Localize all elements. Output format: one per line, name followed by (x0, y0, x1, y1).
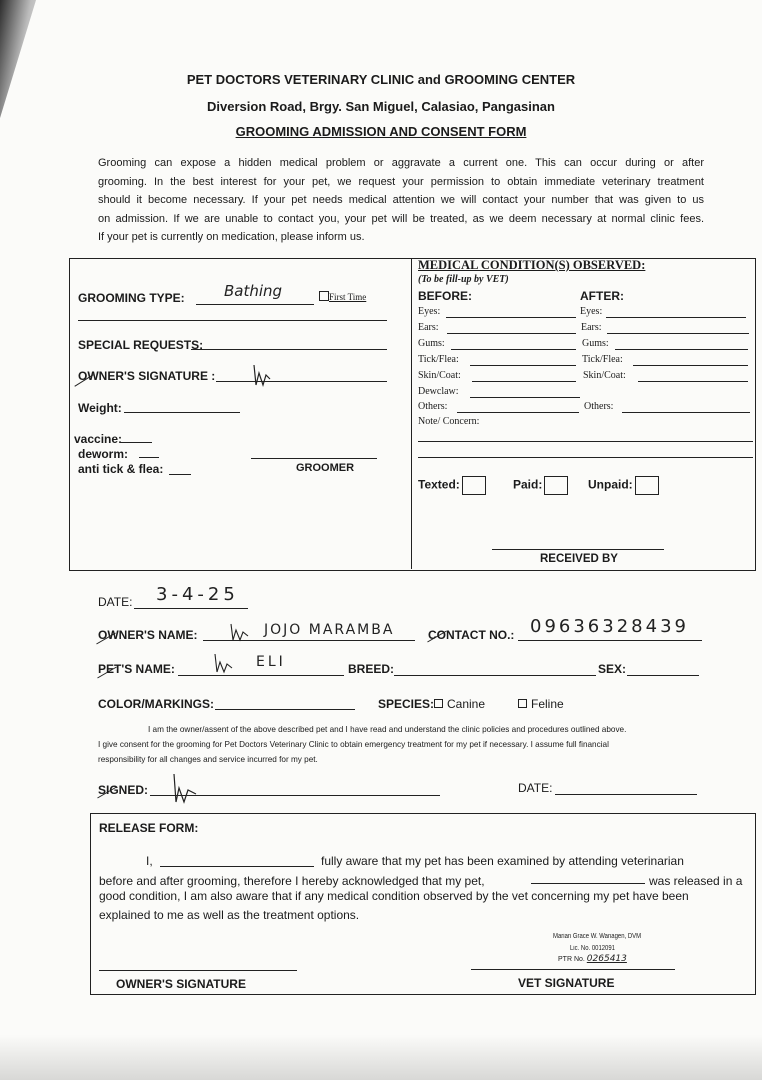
before-dewclaw-label: Dewclaw: (418, 386, 459, 397)
groomer-signature-field[interactable] (251, 458, 377, 459)
release-title: RELEASE FORM: (99, 821, 199, 835)
after-ears-label: Ears: (581, 322, 602, 333)
release-form-box (90, 813, 756, 995)
release-owner-signature-label: OWNER'S SIGNATURE (116, 977, 246, 991)
breed-label: BREED: (348, 662, 395, 676)
signed-signature-mark (170, 772, 202, 806)
note-concern-field-2[interactable] (418, 457, 753, 458)
signed-date-label: DATE: (518, 781, 553, 795)
note-concern-field-1[interactable] (418, 441, 753, 442)
after-gums-label: Gums: (582, 338, 609, 349)
box-divider (411, 258, 412, 569)
consent-line: I am the owner/assent of the above described pet and I have read and understand the clinic policies and procedures outlined above. (148, 725, 627, 734)
intro-line: grooming. In the best interest for your pet, we request your permission to obtain immediate veterinary treatment (98, 175, 704, 188)
grooming-type-label: GROOMING TYPE: (78, 291, 185, 305)
unpaid-label: Unpaid: (588, 477, 633, 492)
release-owner-name-field[interactable] (160, 866, 314, 867)
before-label: BEFORE: (418, 289, 472, 303)
owner-signature-field[interactable] (216, 381, 387, 382)
weight-label: Weight: (78, 401, 122, 415)
before-others-label: Others: (418, 401, 448, 412)
form-title: GROOMING ADMISSION AND CONSENT FORM (235, 124, 527, 139)
after-tickflea-label: Tick/Flea: (582, 354, 623, 365)
before-dewclaw-field[interactable] (470, 397, 580, 398)
after-gums-field[interactable] (615, 349, 748, 350)
release-line-4: explained to me as well as the treatment options. (99, 908, 360, 922)
species-feline-checkbox[interactable] (518, 697, 564, 711)
vet-stamp-license: Lic. No. 0012091 (570, 945, 615, 952)
after-ears-field[interactable] (607, 333, 749, 334)
sex-label: SEX: (598, 662, 627, 676)
special-requests-label: SPECIAL REQUESTS: (78, 338, 204, 352)
grooming-type-field[interactable] (196, 304, 314, 305)
checkbox-icon (635, 476, 659, 495)
page-bottom-shadow (0, 1035, 762, 1080)
unpaid-checkbox[interactable] (588, 476, 659, 495)
release-line-1b: fully aware that my pet has been examined by attending veterinarian (321, 854, 684, 868)
after-tickflea-field[interactable] (633, 365, 748, 366)
contact-value: 09636328439 (530, 616, 689, 637)
after-label: AFTER: (580, 289, 624, 303)
species-feline-label: Feline (531, 697, 564, 711)
sex-field[interactable] (627, 675, 699, 676)
after-eyes-field[interactable] (606, 317, 746, 318)
release-line-1a: I, (146, 854, 153, 868)
deworm-field[interactable] (139, 457, 159, 458)
vet-stamp-ptr-label: PTR No. (558, 956, 585, 963)
checkbox-icon (434, 699, 443, 708)
note-concern-label: Note/ Concern: (418, 416, 480, 427)
pet-name-value: ELI (256, 654, 286, 670)
before-eyes-label: Eyes: (418, 306, 441, 317)
owner-name-label: OWNER'S NAME: (98, 628, 198, 642)
release-owner-signature-field[interactable] (99, 970, 297, 971)
intro-line: should it become necessary. If your pet needs medical attention we will contact your number that was given to us (98, 194, 704, 206)
owner-signature-label: OWNER'S SIGNATURE : (78, 369, 216, 383)
color-markings-label: COLOR/MARKINGS: (98, 697, 214, 711)
consent-line: I give consent for the grooming for Pet Doctors Veterinary Clinic to obtain emergency treatment for my pet if necessary. I assume full financial (98, 740, 609, 749)
release-vet-signature-field[interactable] (471, 969, 675, 970)
after-others-field[interactable] (622, 412, 750, 413)
pet-name-label: PET'S NAME: (98, 662, 175, 676)
release-vet-signature-label: VET SIGNATURE (518, 976, 615, 990)
before-skincoat-label: Skin/Coat: (418, 370, 461, 381)
intro-line: If your pet is currently on medication, please inform us. (98, 231, 365, 243)
anti-tick-field[interactable] (169, 474, 191, 475)
before-ears-field[interactable] (447, 333, 576, 334)
vet-stamp-ptr (558, 954, 627, 964)
grooming-type-value: Bathing (224, 282, 283, 300)
contact-label: CONTACT NO.: (428, 628, 515, 642)
contact-field[interactable] (518, 640, 702, 641)
medical-subtitle: (To be fill-up by VET) (418, 274, 509, 285)
vaccine-field[interactable] (120, 442, 152, 443)
owner-name-initials-mark (228, 620, 254, 644)
anti-tick-label: anti tick & flea: (78, 462, 164, 476)
vet-stamp-ptr-value: 0265413 (586, 954, 627, 964)
before-ears-label: Ears: (418, 322, 439, 333)
intro-line: Grooming can expose a hidden medical problem or aggravate a current one. This can occur during or after (98, 157, 704, 169)
intro-line: on admission. If we are unable to contact you, your pet will be treated, as we deem necessary at normal clinic fees. (98, 212, 704, 225)
species-canine-checkbox[interactable] (434, 697, 485, 711)
after-skincoat-field[interactable] (638, 381, 748, 382)
breed-field[interactable] (394, 675, 596, 676)
paid-label: Paid: (513, 477, 543, 492)
medical-title: MEDICAL CONDITION(S) OBSERVED: (418, 258, 646, 272)
texted-checkbox[interactable] (418, 476, 486, 495)
vet-stamp-name: Marian Grace W. Wanagen, DVM (553, 933, 642, 940)
release-line-2a: before and after grooming, therefore I hereby acknowledged that my pet, (99, 874, 485, 888)
after-others-label: Others: (584, 401, 614, 412)
release-line-2b: was released in a (649, 874, 743, 888)
signed-label: SIGNED: (98, 783, 149, 797)
owner-signature-mark (250, 355, 274, 389)
release-pet-name-field[interactable] (531, 883, 645, 884)
received-by-label: RECEIVED BY (540, 553, 618, 565)
paid-checkbox[interactable] (513, 476, 568, 495)
checkbox-icon (518, 699, 527, 708)
received-by-field[interactable] (492, 549, 664, 550)
clinic-name: PET DOCTORS VETERINARY CLINIC and GROOMING CENTER (186, 72, 576, 87)
checkbox-icon (544, 476, 568, 495)
before-tickflea-label: Tick/Flea: (418, 354, 459, 365)
groomer-label: GROOMER (296, 462, 355, 474)
grooming-type-extra-line (78, 320, 387, 321)
texted-label: Texted: (418, 477, 460, 492)
checkbox-icon (319, 291, 329, 301)
before-skincoat-field[interactable] (472, 381, 576, 382)
clinic-address: Diversion Road, Brgy. San Miguel, Calasiao, Pangasinan (207, 99, 555, 114)
after-skincoat-label: Skin/Coat: (583, 370, 626, 381)
color-markings-field[interactable] (215, 709, 355, 710)
date-value: 3-4-25 (156, 584, 239, 605)
first-time-label: First Time (329, 292, 367, 302)
species-label: SPECIES: (378, 697, 435, 711)
species-canine-label: Canine (447, 697, 486, 711)
before-others-field[interactable] (457, 412, 579, 413)
before-gums-label: Gums: (418, 338, 445, 349)
weight-field[interactable] (124, 412, 240, 413)
date-label: DATE: (98, 595, 133, 609)
after-eyes-label: Eyes: (580, 306, 603, 317)
owner-name-value: JOJO MARAMBA (264, 622, 395, 638)
date-field[interactable] (134, 608, 248, 609)
before-eyes-field[interactable] (446, 317, 576, 318)
deworm-label: deworm: (78, 447, 129, 461)
pet-name-initials-mark (212, 650, 238, 676)
first-time-checkbox[interactable] (319, 291, 366, 302)
signed-date-field[interactable] (555, 794, 697, 795)
pet-name-field[interactable] (178, 675, 344, 676)
before-gums-field[interactable] (451, 349, 576, 350)
before-tickflea-field[interactable] (470, 365, 576, 366)
checkbox-icon (462, 476, 486, 495)
release-line-3: good condition, I am also aware that if any medical condition observed by the vet concerning my pet have been (99, 889, 689, 903)
intro-paragraph (98, 154, 704, 247)
consent-line: responsibility for all changes and service incurred for my pet. (98, 755, 318, 764)
vaccine-label: vaccine: (74, 432, 123, 446)
special-requests-field[interactable] (191, 349, 387, 350)
